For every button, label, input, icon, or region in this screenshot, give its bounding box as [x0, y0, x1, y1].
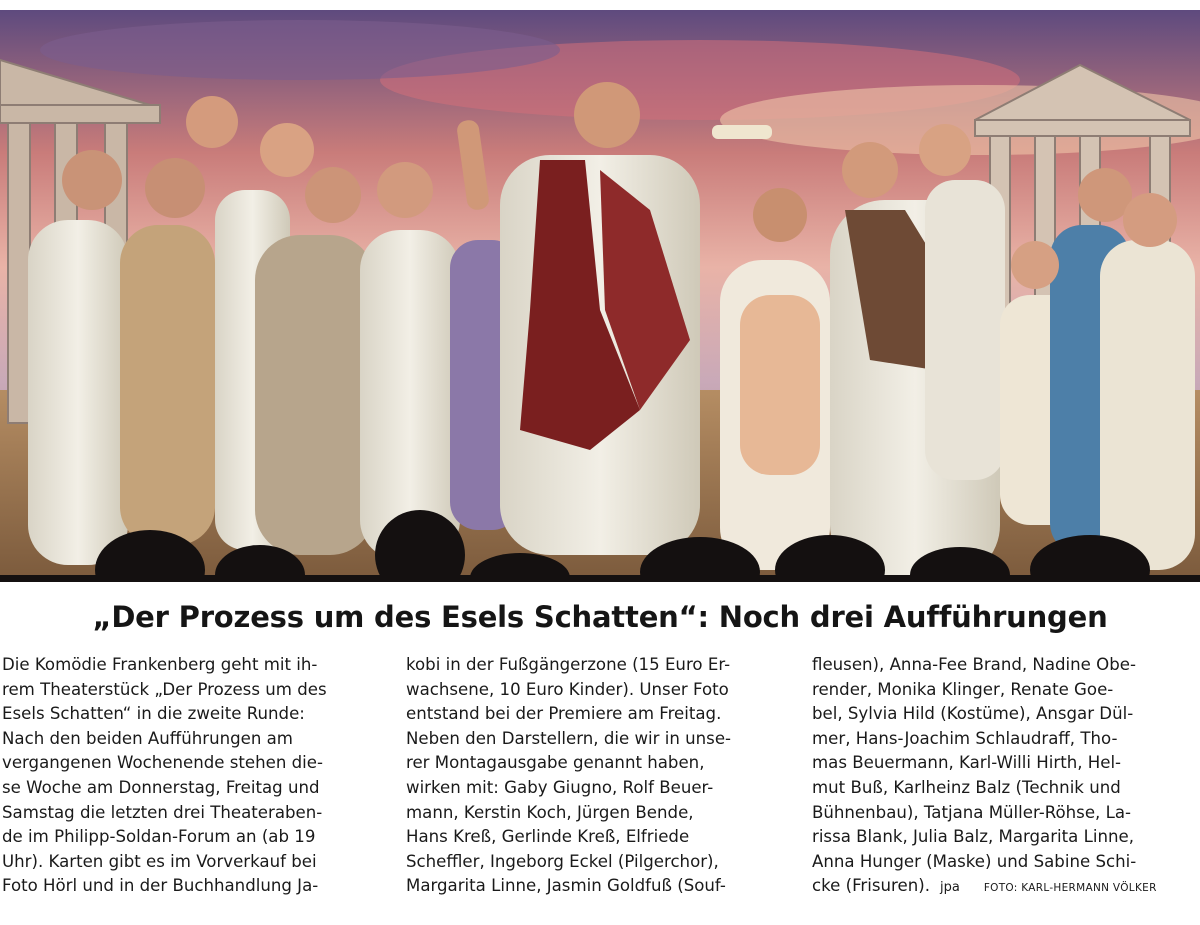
text-column-1 [2, 653, 390, 899]
text-line: Hans Kreß, Gerlinde Kreß, Elfriede [406, 827, 690, 847]
text-line-end: cke (Frisuren). [812, 876, 930, 896]
text-line: Anna Hunger (Maske) und Sabine Schi- [812, 851, 1137, 871]
text-line: de im Philipp-Soldan-Forum an (ab 19 [2, 827, 316, 847]
last-text-line [812, 874, 1200, 901]
text-line: Uhr). Karten gibt es im Vorverkauf bei [2, 851, 317, 871]
text-line: mann, Kerstin Koch, Jürgen Bende, [406, 802, 694, 822]
text-line: fleusen), Anna-Fee Brand, Nadine Obe- [812, 655, 1136, 674]
author-signature: jpa [939, 880, 960, 896]
text-line: mut Buß, Karlheinz Balz (Technik und [812, 777, 1121, 797]
text-line: wirken mit: Gaby Giugno, Rolf Beuer- [406, 777, 714, 797]
text-line: rer Montagausgabe genannt haben, [406, 753, 705, 773]
photo-credit: FOTO: KARL-HERMANN VÖLKER [983, 882, 1157, 895]
text-line: Bühnenbau), Tatjana Müller-Röhse, La- [812, 802, 1131, 822]
text-line: Esels Schatten“ in die zweite Runde: [2, 704, 305, 724]
headline: „Der Prozess um des Esels Schatten“: Noch drei Aufführungen [92, 600, 1108, 634]
text-line: rissa Blank, Julia Balz, Margarita Linne, [812, 827, 1134, 847]
text-line: Die Komödie Frankenberg geht mit ih- [2, 655, 318, 674]
text-line: Scheffler, Ingeborg Eckel (Pilgerchor), [406, 851, 719, 871]
text-line: Foto Hörl und in der Buchhandlung Ja- [2, 876, 319, 896]
text-line: Margarita Linne, Jasmin Goldfuß (Souf- [406, 876, 726, 896]
text-line: render, Monika Klinger, Renate Goe- [812, 679, 1114, 699]
text-line: Nach den beiden Aufführungen am [2, 728, 293, 748]
text-column-2 [406, 653, 794, 899]
text-column-3 [812, 653, 1200, 901]
text-line: bel, Sylvia Hild (Kostüme), Ansgar Dül- [812, 704, 1134, 724]
text-line: wachsene, 10 Euro Kinder). Unser Foto [406, 679, 729, 699]
text-line: kobi in der Fußgängerzone (15 Euro Er- [406, 655, 731, 674]
text-line: Neben den Darstellern, die wir in unse- [406, 728, 732, 748]
text-line: se Woche am Donnerstag, Freitag und [2, 777, 320, 797]
text-line: Samstag die letzten drei Theateraben- [2, 802, 323, 822]
text-line: vergangenen Wochenende stehen die- [2, 753, 323, 773]
text-line: mer, Hans-Joachim Schlaudraff, Tho- [812, 728, 1118, 748]
stage-photo [0, 10, 1200, 582]
text-line: entstand bei der Premiere am Freitag. [406, 704, 722, 724]
text-line: mas Beuermann, Karl-Willi Hirth, Hel- [812, 753, 1122, 773]
text-line: rem Theaterstück „Der Prozess um des [2, 679, 327, 699]
